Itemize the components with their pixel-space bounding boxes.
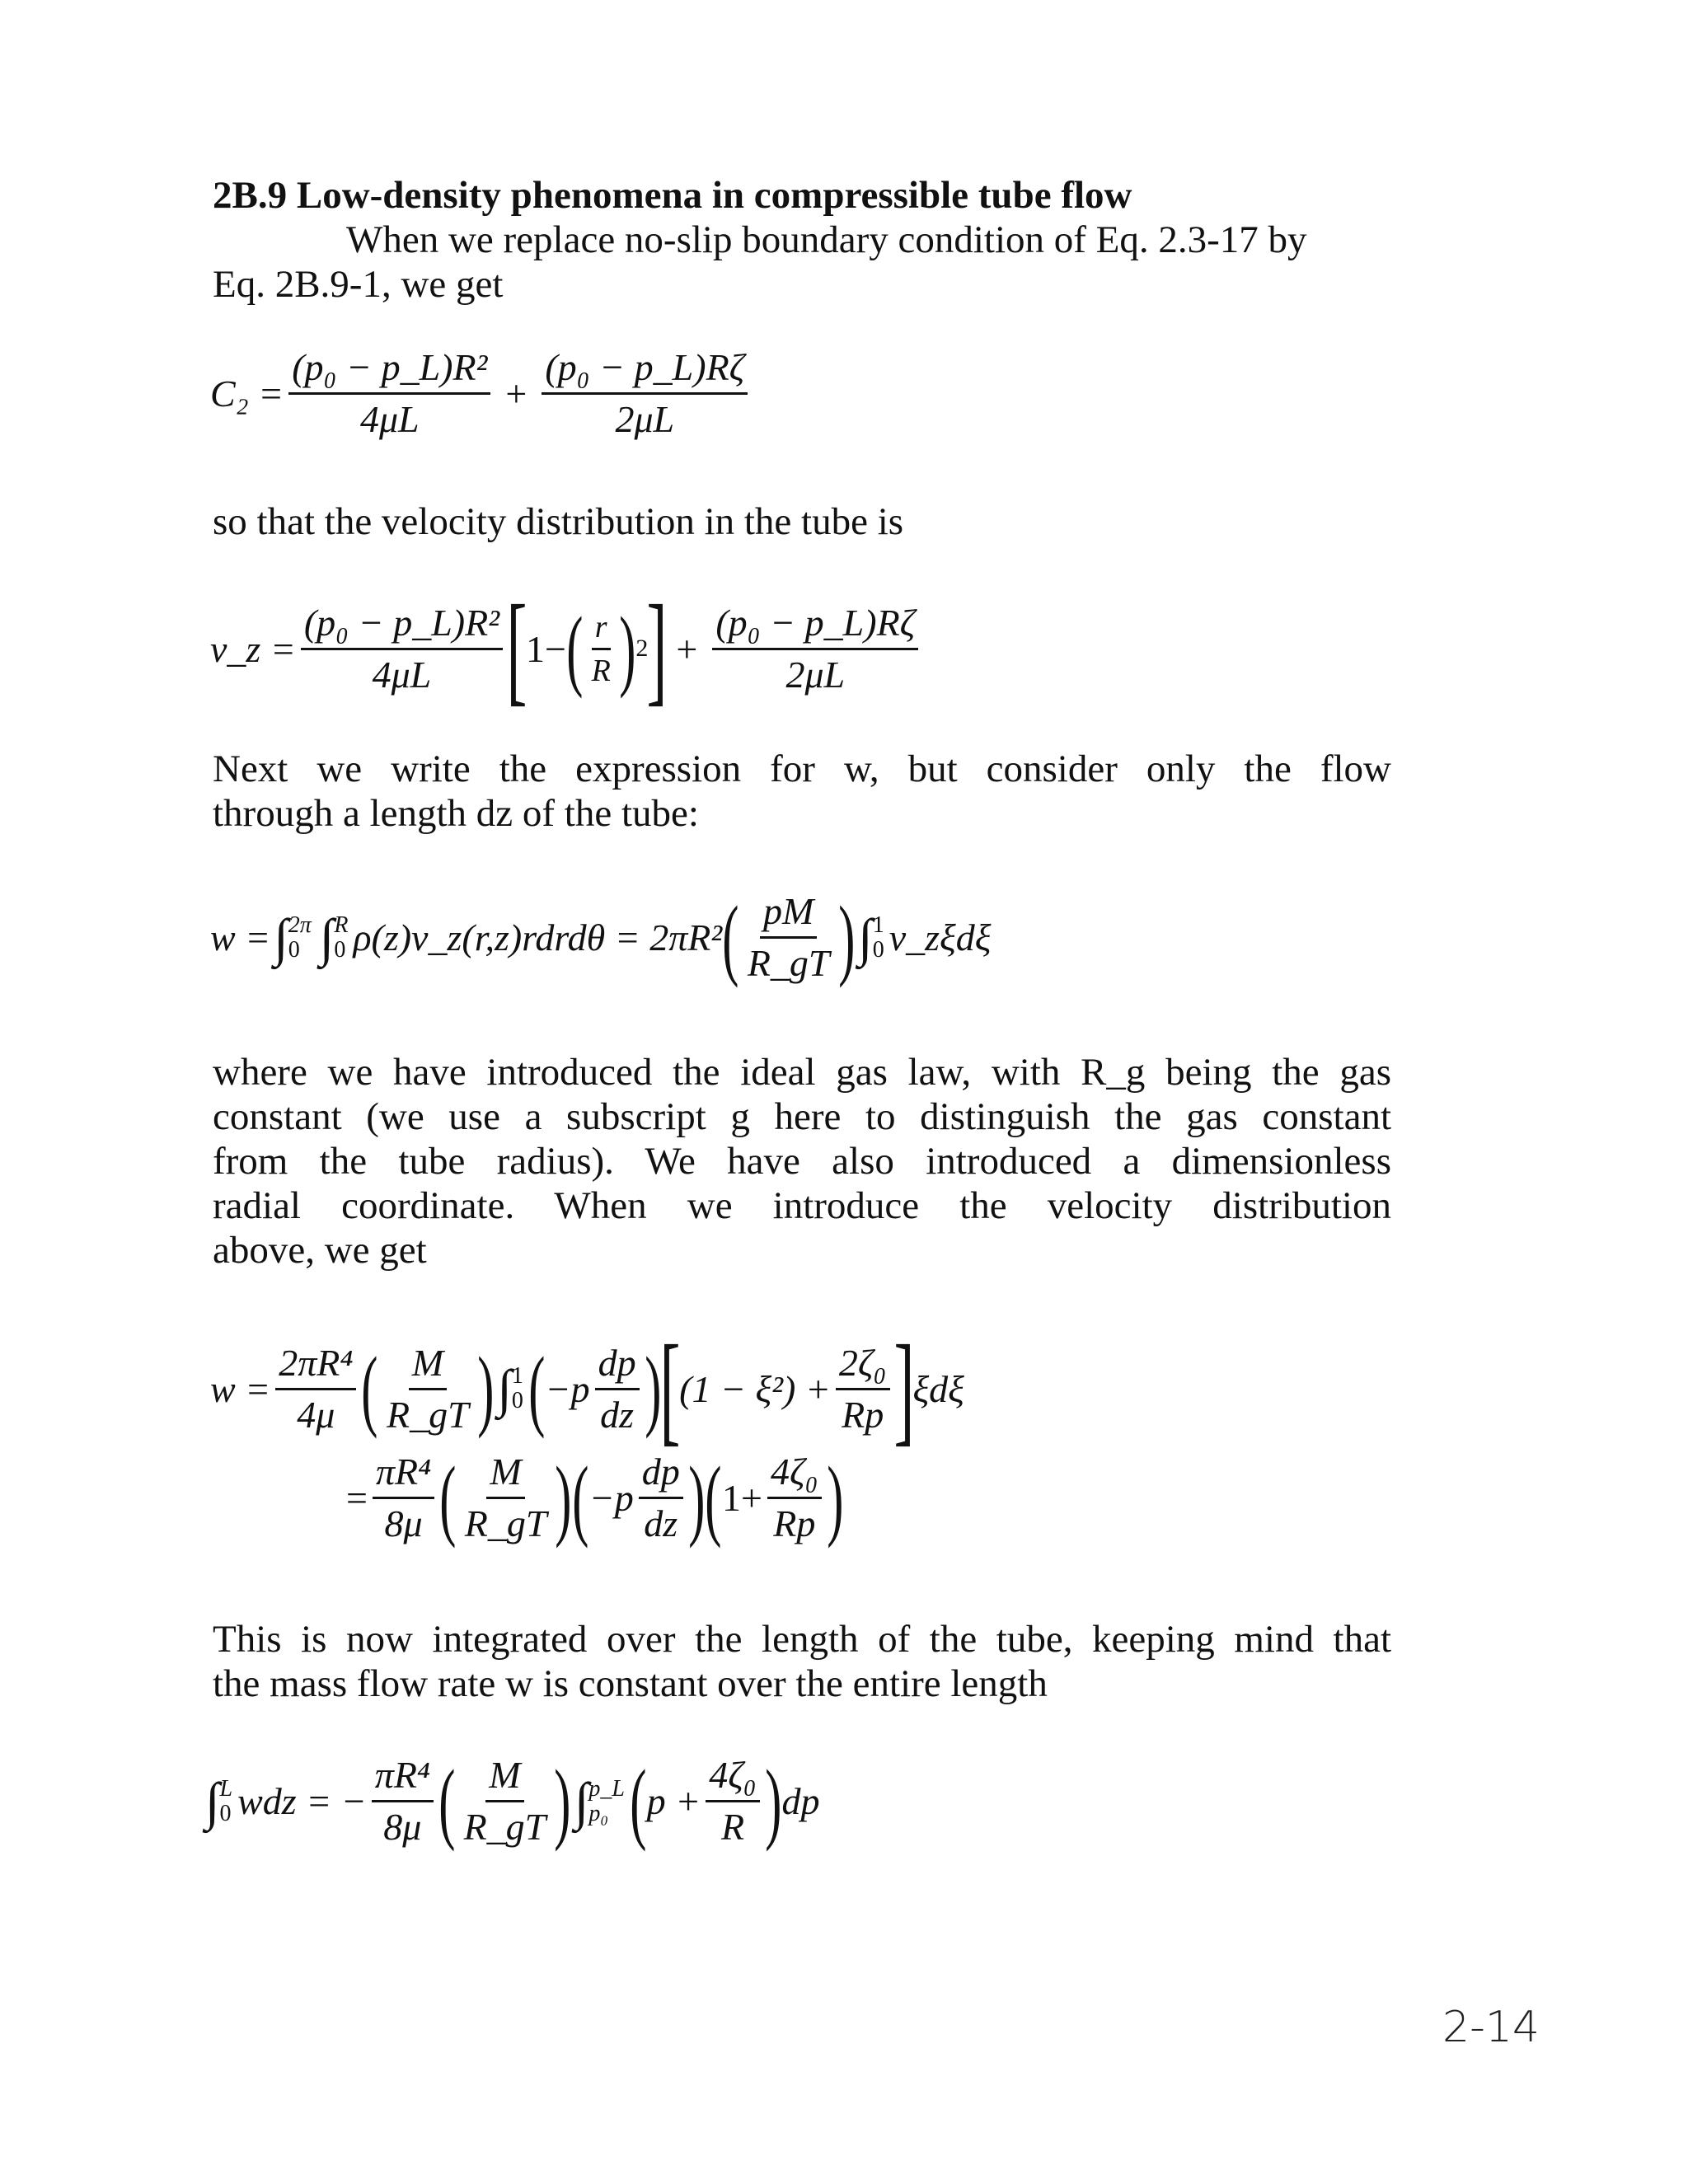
w2-paren2-close: )	[644, 1338, 661, 1439]
integrate-line-2: the mass flow rate w is constant over the entire length	[213, 1662, 1048, 1705]
w2-dp-num: dp	[595, 1342, 640, 1390]
next-line-1: Next we write the expression for w, but consider only the flow	[213, 748, 1391, 790]
w1-paren-frac	[744, 890, 833, 985]
w2-coef-den: 4μ	[297, 1393, 335, 1436]
integrate-line-1: This is now integrated over the length of the tube, keeping mind that	[213, 1618, 1391, 1661]
w4-int2-lower: p₀	[588, 1800, 609, 1826]
w2-paren1-close: )	[476, 1338, 495, 1439]
equation-w-expanded	[210, 1320, 964, 1457]
w1-paren-close: )	[837, 887, 855, 988]
w4-lhs: wdz = −	[237, 1780, 367, 1822]
w2-dp-den: dz	[600, 1393, 635, 1436]
w2-gas-frac	[383, 1342, 472, 1436]
c2-term2-den: 2μL	[615, 398, 675, 440]
w3-equals: =	[346, 1477, 368, 1519]
w1-paren-num: pM	[760, 890, 817, 939]
w4-int2-upper: p_L	[588, 1775, 625, 1802]
vz-one-minus: 1−	[525, 627, 566, 670]
w4-limits-1	[220, 1777, 233, 1826]
w3-zeta-den: Rp	[773, 1502, 816, 1544]
w4-coef-num: πR⁴	[372, 1754, 434, 1802]
intro-line-2: Eq. 2B.9-1, we get	[213, 263, 504, 306]
w1-integral-3: ∫	[858, 907, 873, 967]
w3-dp-prefix: −p	[588, 1477, 634, 1519]
ideal-line-4: radial coordinate. When we introduce the velocity distribution	[213, 1184, 1391, 1227]
vz-exponent: 2	[635, 635, 649, 662]
w3-one-plus: 1+	[722, 1477, 762, 1519]
section-heading: 2B.9 Low-density phenomena in compressible tube flow	[213, 174, 1132, 217]
vz-term1-num: (p₀ − p_L)R²	[301, 602, 503, 650]
w2-dp-prefix: −p	[545, 1367, 590, 1410]
w1-integral-1: ∫	[274, 907, 288, 967]
ideal-line-5: above, we get	[213, 1229, 427, 1272]
w2-lhs: w =	[210, 1367, 271, 1410]
w1-int2-lower: 0	[334, 936, 346, 963]
w1-int2-upper: R	[334, 912, 349, 938]
vz-bracket-open: [	[506, 580, 528, 717]
w2-gas-num: M	[409, 1342, 447, 1390]
w3-paren1-open: (	[439, 1447, 457, 1549]
vz-term2-num: (p₀ − p_L)Rζ	[712, 602, 918, 650]
w3-dp-frac	[639, 1451, 683, 1545]
w4-coef	[372, 1754, 434, 1849]
vz-lhs: v_z =	[210, 627, 296, 670]
ideal-line-2: constant (we use a subscript g here to distinguish the gas constant	[213, 1095, 1391, 1138]
w2-dp-frac	[595, 1342, 640, 1436]
c2-term1-num: (p₀ − p_L)R²	[288, 346, 490, 395]
w3-paren3-open: (	[705, 1447, 722, 1549]
w2-integral: ∫	[497, 1359, 512, 1418]
w4-inner: p +	[646, 1780, 701, 1822]
w4-int-upper: L	[219, 1775, 233, 1802]
w4-integral-2: ∫	[574, 1771, 589, 1830]
w2-bracket-open: [	[659, 1320, 681, 1457]
w4-limits-2	[588, 1777, 625, 1826]
w4-paren2-open: (	[630, 1750, 647, 1852]
w4-tail: dp	[781, 1780, 820, 1822]
w1-integral-2: ∫	[319, 907, 335, 967]
c2-term2-num: (p₀ − p_L)Rζ	[542, 346, 748, 395]
equation-w-result	[346, 1447, 844, 1549]
w3-paren2-close: )	[687, 1447, 706, 1549]
vz-paren-open: (	[566, 598, 584, 699]
w1-int3-upper: 1	[872, 912, 884, 938]
vz-term2-den: 2μL	[785, 653, 846, 696]
vz-term1	[301, 602, 503, 696]
w2-bracket-inner: (1 − ξ²) +	[679, 1367, 831, 1410]
w2-gas-den: R_gT	[387, 1393, 469, 1436]
w1-limits-1	[288, 913, 312, 963]
w2-paren2-open: (	[528, 1338, 546, 1439]
w4-zeta-frac	[706, 1754, 760, 1849]
equation-c2	[210, 346, 753, 441]
vz-ratio	[588, 610, 614, 688]
w2-tail: ξdξ	[912, 1367, 964, 1410]
w1-limits-3	[873, 913, 884, 963]
vz-ratio-den: R	[591, 653, 611, 688]
w1-lhs: w =	[210, 916, 271, 958]
velocity-intro: so that the velocity distribution in the tube is	[213, 500, 904, 543]
equation-vz	[210, 580, 923, 717]
w2-limits	[512, 1364, 523, 1413]
w2-int-lower: 0	[511, 1388, 523, 1413]
vz-plus: +	[676, 627, 698, 670]
w3-zeta-num: 4ζ₀	[767, 1451, 822, 1499]
w2-paren1-open: (	[361, 1338, 378, 1439]
c2-lhs: C₂ =	[210, 373, 284, 415]
w3-gas-den: R_gT	[464, 1502, 547, 1544]
w1-tail: v_zξdξ	[889, 916, 992, 958]
w2-int-upper: 1	[511, 1363, 523, 1389]
w4-paren1-close: )	[554, 1750, 571, 1852]
w3-coef	[373, 1451, 434, 1545]
w4-paren2-close: )	[765, 1750, 782, 1852]
w2-zeta-num: 2ζ₀	[836, 1342, 890, 1390]
equation-integrated	[202, 1750, 820, 1852]
w2-zeta-den: Rp	[842, 1393, 884, 1436]
c2-term1	[288, 346, 490, 441]
w1-paren-open: (	[722, 887, 739, 988]
vz-paren-close: )	[619, 598, 636, 699]
w1-limits-2	[334, 913, 348, 963]
w4-gas-den: R_gT	[463, 1806, 546, 1848]
w3-coef-num: πR⁴	[373, 1451, 434, 1499]
vz-term1-den: 4μL	[372, 653, 432, 696]
w4-gas-num: M	[485, 1754, 523, 1802]
w3-paren1-close: )	[555, 1447, 572, 1549]
w2-zeta-frac	[836, 1342, 890, 1436]
w4-integral-1: ∫	[205, 1771, 220, 1830]
intro-line-1: When we replace no-slip boundary condition of Eq. 2.3-17 by	[346, 218, 1307, 261]
w3-zeta-frac	[767, 1451, 822, 1545]
w2-coef-num: 2πR⁴	[275, 1342, 356, 1390]
vz-ratio-num: r	[592, 610, 611, 650]
w3-paren3-close: )	[826, 1447, 844, 1549]
w3-dp-den: dz	[644, 1502, 678, 1544]
w4-zeta-den: R	[720, 1806, 745, 1848]
c2-term2	[542, 346, 748, 441]
w4-coef-den: 8μ	[383, 1806, 422, 1848]
w2-coef	[275, 1342, 356, 1436]
w1-paren-den: R_gT	[747, 942, 830, 984]
w2-bracket-close: ]	[893, 1320, 914, 1457]
w4-gas-frac	[461, 1754, 550, 1849]
next-line-2: through a length dz of the tube:	[213, 792, 699, 835]
w3-dp-num: dp	[639, 1451, 683, 1499]
w3-gas-frac	[462, 1451, 551, 1545]
vz-bracket-close: ]	[646, 580, 668, 717]
w1-int1-lower: 0	[288, 936, 300, 963]
c2-term1-den: 4μL	[359, 398, 420, 440]
w1-int3-lower: 0	[872, 936, 884, 963]
w3-coef-den: 8μ	[384, 1502, 423, 1544]
vz-term2	[712, 602, 918, 696]
w1-int1-upper: 2π	[288, 912, 312, 938]
ideal-line-3: from the tube radius). We have also introduced a dimensionless	[213, 1140, 1391, 1183]
w4-int-lower: 0	[219, 1800, 232, 1826]
w3-paren2-open: (	[572, 1447, 589, 1549]
ideal-line-1: where we have introduced the ideal gas law, with R_g being the gas	[213, 1051, 1391, 1094]
w4-paren1-open: (	[438, 1750, 456, 1852]
w4-zeta-num: 4ζ₀	[706, 1754, 760, 1802]
equation-w-definition	[210, 887, 992, 988]
page-number: 2-14	[1442, 2003, 1540, 2052]
w3-gas-num: M	[486, 1451, 524, 1499]
c2-plus: +	[505, 373, 528, 415]
w1-integrand: ρ(z)v_z(r,z)rdrdθ = 2πR²	[353, 916, 723, 958]
